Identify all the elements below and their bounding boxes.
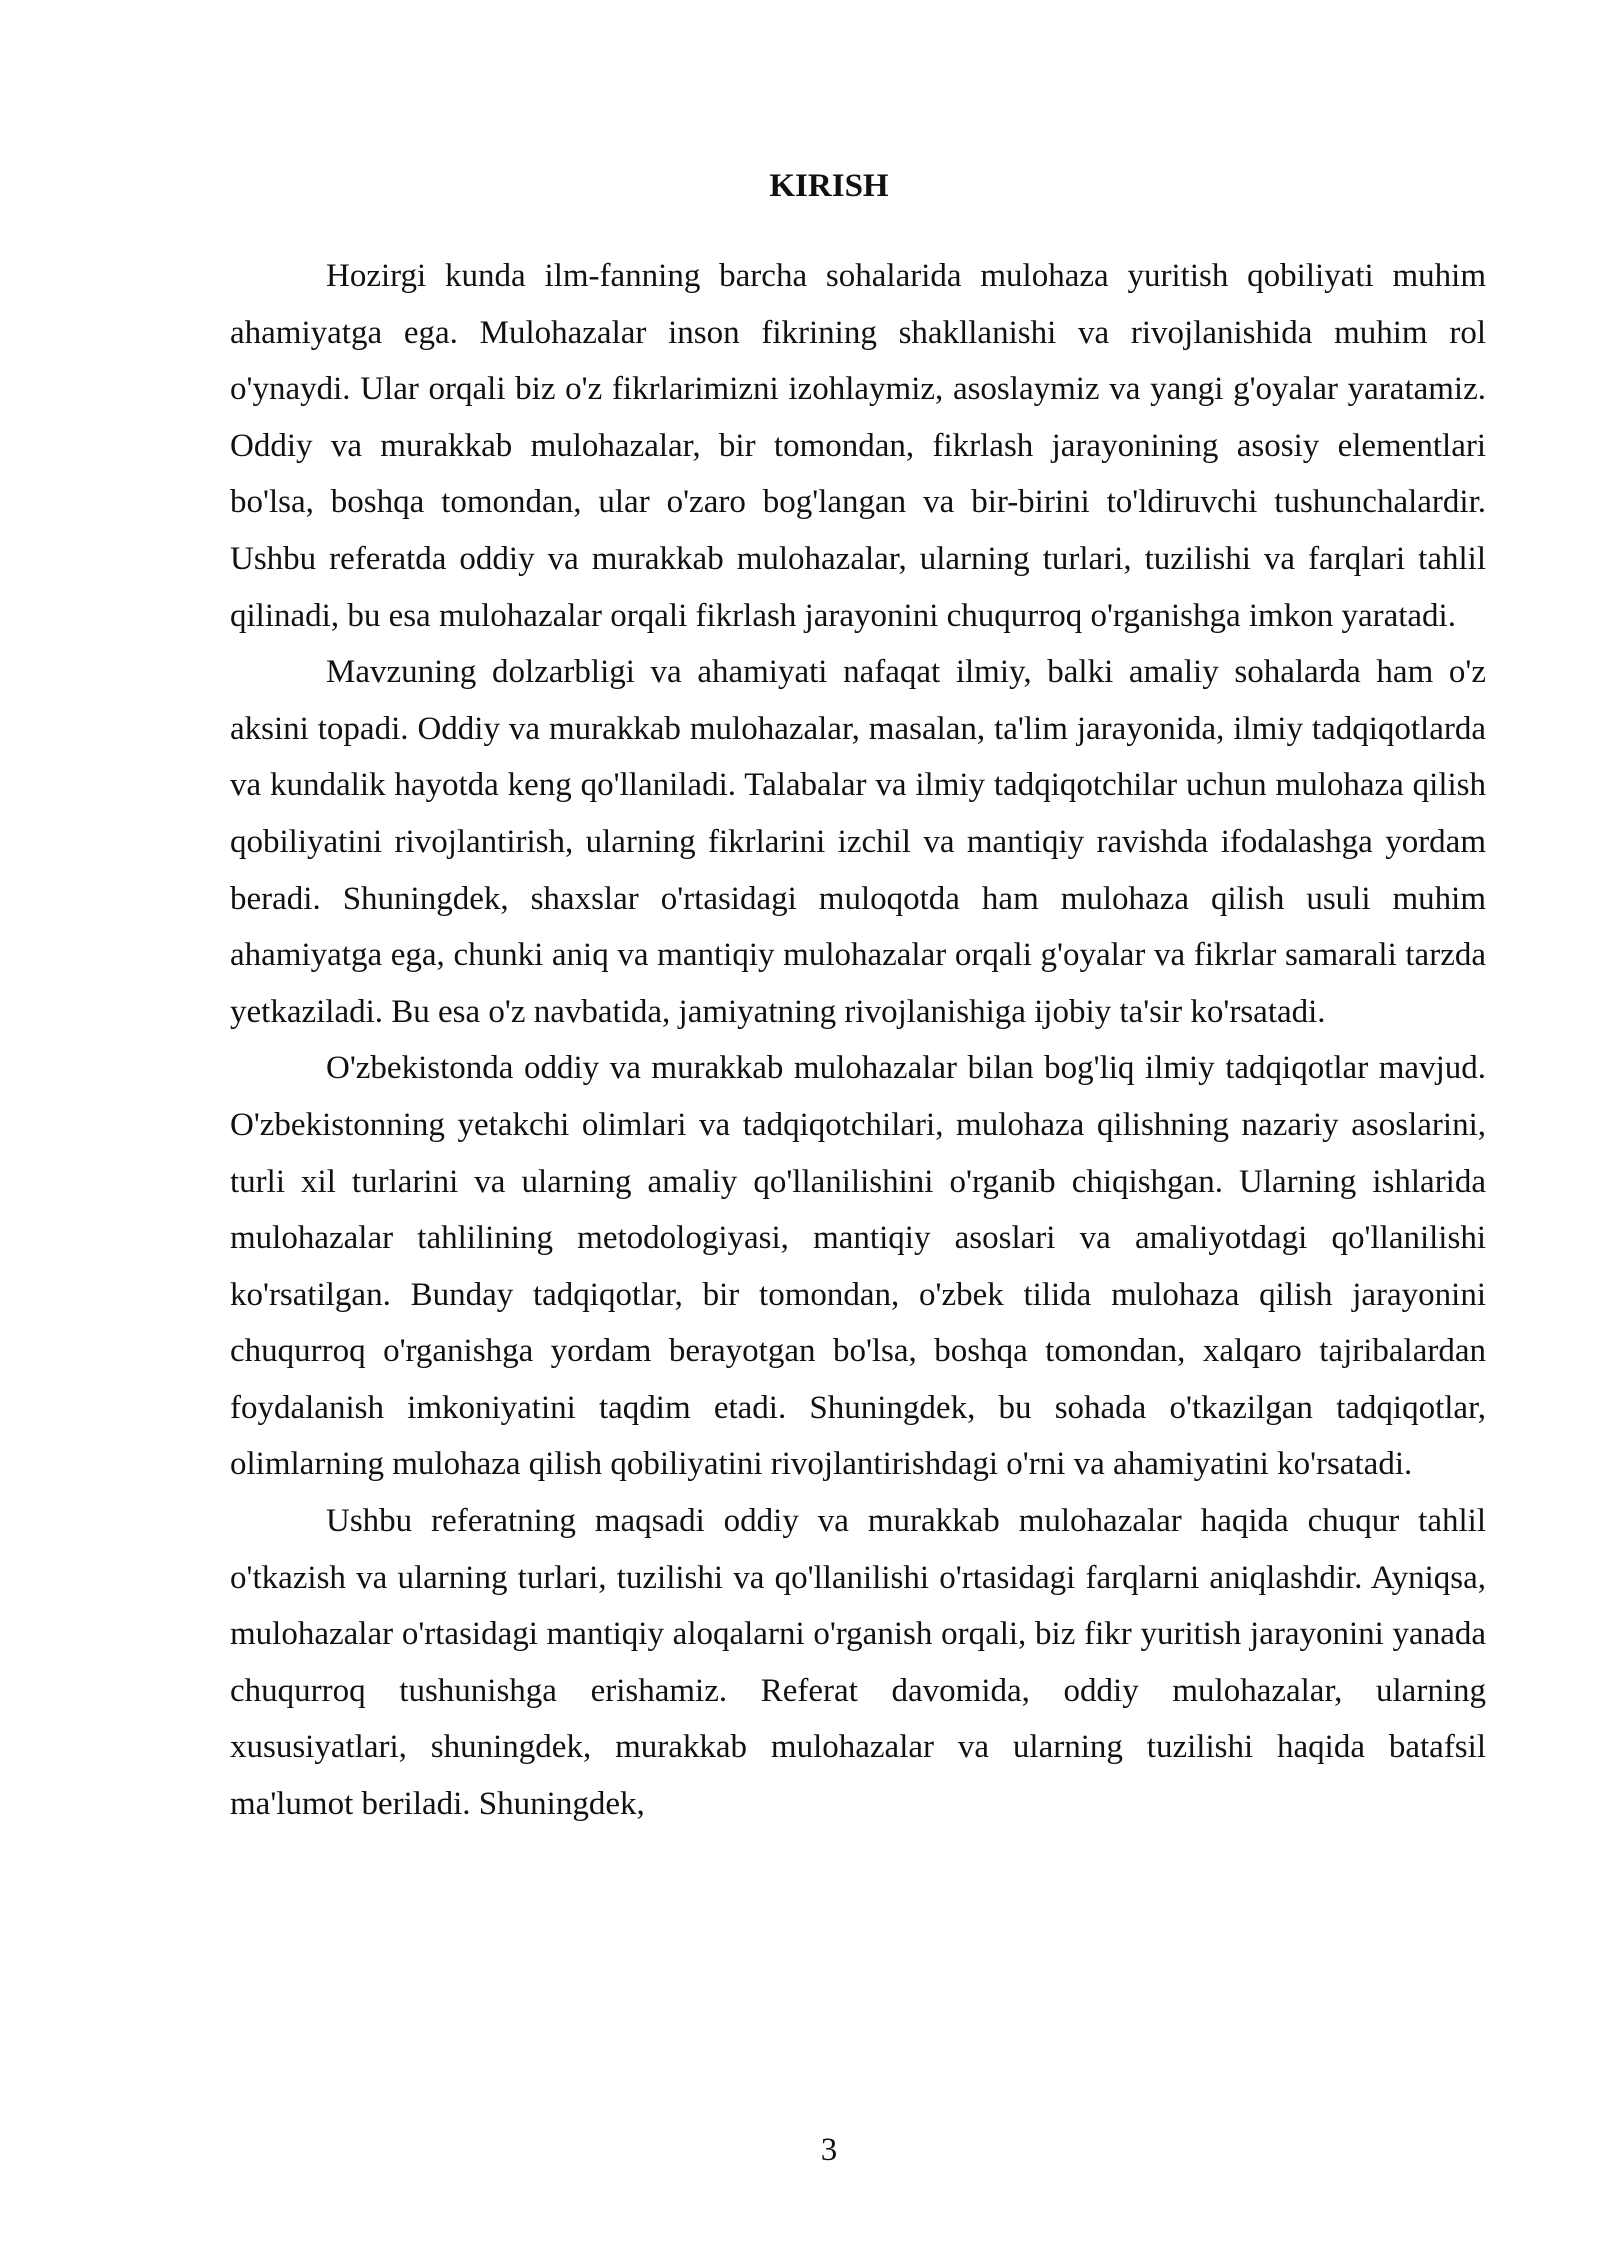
document-body [230,248,1486,1833]
paragraph-3: O'zbekistonda oddiy va murakkab mulohazalar bilan bog'liq ilmiy tadqiqotlar mavjud. O'zbekistonning yetakchi olimlari va tadqiqotchilari, mulohaza qilishning nazariy asoslarini, turli xil turlarini va ularning amaliy qo'llanilishini o'rganib chiqishgan. Ularning ishlarida mulohazalar tahlilining metodologiyasi, mantiqiy asoslari va amaliyotdagi qo'llanilishi ko'rsatilgan. Bunday tadqiqotlar, bir tomondan, o'zbek tilida mulohaza qilish jarayonini chuqurroq o'rganishga yordam berayotgan bo'lsa, boshqa tomondan, xalqaro tajribalardan foydalanish imkoniyatini taqdim etadi. Shuningdek, bu sohada o'tkazilgan tadqiqotlar, olimlarning mulohaza qilish qobiliyatini rivojlantirishdagi o'rni va ahamiyatini ko'rsatadi. [230,1050,1486,1483]
page-title: KIRISH [769,168,889,204]
paragraph-1: Hozirgi kunda ilm-fanning barcha sohalarida mulohaza yuritish qobiliyati muhim ahamiyatga ega. Mulohazalar inson fikrining shakllanishi va rivojlanishida muhim rol o'ynaydi. Ular orqali biz o'z fikrlarimizni izohlaymiz, asoslaymiz va yangi g'oyalar yaratamiz. Oddiy va murakkab mulohazalar, bir tomondan, fikrlash jarayonining asosiy elementlari bo'lsa, boshqa tomondan, ular o'zaro bog'langan va bir-birini to'ldiruvchi tushunchalardir. Ushbu referatda oddiy va murakkab mulohazalar, ularning turlari, tuzilishi va farqlari tahlil qilinadi, bu esa mulohazalar orqali fikrlash jarayonini chuqurroq o'rganishga imkon yaratadi. [230,258,1486,634]
page-number: 3 [820,2132,838,2168]
paragraph-2: Mavzuning dolzarbligi va ahamiyati nafaqat ilmiy, balki amaliy sohalarda ham o'z aksini topadi. Oddiy va murakkab mulohazalar, masalan, ta'lim jarayonida, ilmiy tadqiqotlarda va kundalik hayotda keng qo'llaniladi. Talabalar va ilmiy tadqiqotchilar uchun mulohaza qilish qobiliyatini rivojlantirish, ularning fikrlarini izchil va mantiqiy ravishda ifodalashga yordam beradi. Shuningdek, shaxslar o'rtasidagi muloqotda ham mulohaza qilish usuli muhim ahamiyatga ega, chunki aniq va mantiqiy mulohazalar orqali g'oyalar va fikrlar samarali tarzda yetkaziladi. Bu esa o'z navbatida, jamiyatning rivojlanishiga ijobiy ta'sir ko'rsatadi. [230,654,1486,1030]
paragraph-4: Ushbu referatning maqsadi oddiy va murakkab mulohazalar haqida chuqur tahlil o'tkazish va ularning turlari, tuzilishi va qo'llanilishi o'rtasidagi farqlarni aniqlashdir. Ayniqsa, mulohazalar o'rtasidagi mantiqiy aloqalarni o'rganish orqali, biz fikr yuritish jarayonini yanada chuqurroq tushunishga erishamiz. Referat davomida, oddiy mulohazalar, ularning xususiyatlari, shuningdek, murakkab mulohazalar va ularning tuzilishi haqida batafsil ma'lumot beriladi. Shuningdek, [230,1503,1486,1823]
